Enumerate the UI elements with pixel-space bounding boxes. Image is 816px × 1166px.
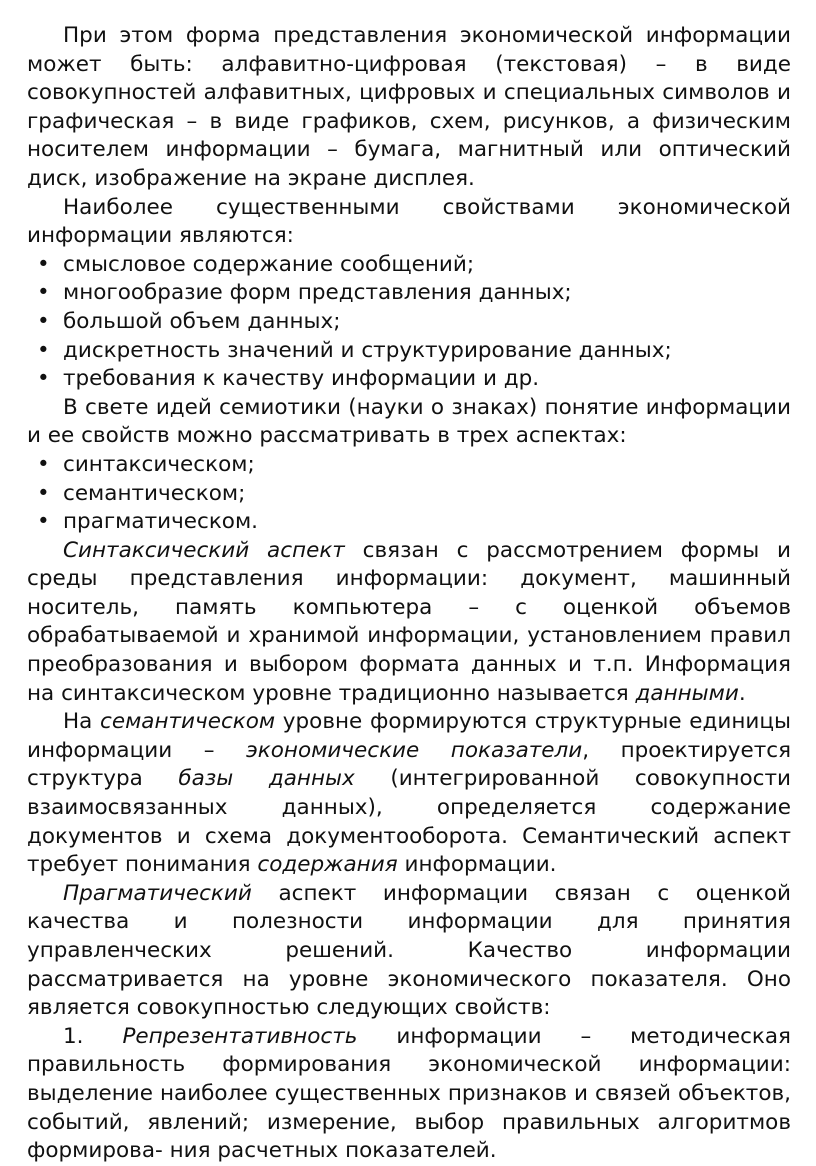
paragraph-form-of-information: При этом форма представления экономической информации может быть: алфавитно-цифровая (текстовая) – в виде совокупностей алфавитных, цифровых и специальных символов и графическая – в виде графиков, схем, рисунков, а физическим носителем информации – бумага, магнитный или оптический диск, изображение на экране дисплея. <box>27 23 791 191</box>
paragraph-representativeness <box>27 1023 791 1166</box>
text-span: аспект информации связан с оценкой качества и полезности информации для принятия управленческих решений. Качество информации рассматривается на уровне экономического показателя. Оно является совокупностью следующих свойств: <box>27 880 791 1021</box>
paragraph-syntactic-aspect <box>27 537 791 709</box>
list-item: • дискретность значений и структурирование данных; <box>27 337 791 366</box>
term-database: базы данных <box>178 766 355 792</box>
document-page <box>27 22 791 1166</box>
item-number: 1. <box>63 1023 123 1049</box>
text-span: информации. <box>397 852 557 878</box>
term-syntactic-aspect: Синтаксический аспект <box>63 537 345 563</box>
text-span: связан с рассмотрением формы и среды представления информации: документ, машинный носитель, память компьютера – с оценкой объемов обрабатываемой и хранимой информации, установлением правил преобразования и выбором формата данных и т.п. Информация на синтаксическом уровне традиционно называется <box>27 537 791 706</box>
text-span: информации – методическая правильность формирования экономической информации: выделение наиболее существенных признаков и связей объектов, событий, явлений; измерение, выбор правильных алгоритмов формирова- ния расчетных показателей. <box>27 1023 791 1164</box>
list-item: • прагматическом. <box>27 508 791 537</box>
term-pragmatic: Прагматический <box>63 880 252 906</box>
list-item: • смысловое содержание сообщений; <box>27 251 791 280</box>
paragraph-semantic-aspect <box>27 708 791 880</box>
text-span: . <box>738 680 746 706</box>
paragraph-properties-intro: Наиболее существенными свойствами экономической информации являются: <box>27 194 791 249</box>
properties-list <box>27 251 791 394</box>
text-span: (интегрированной совокупности взаимосвязанных данных), определяется содержание документов и схема документооборота. Семантический аспект требует понимания <box>27 766 791 878</box>
paragraph-pragmatic-aspect <box>27 880 791 1023</box>
text-span: , проектируется структура <box>27 737 792 792</box>
term-representativeness: Репрезентативность <box>122 1023 358 1049</box>
term-economic-indicators: экономические показатели <box>245 737 583 763</box>
list-item: • большой объем данных; <box>27 308 791 337</box>
paragraph-semiotics: В свете идей семиотики (науки о знаках) понятие информации и ее свойств можно рассматривать в трех аспектах: <box>27 394 791 449</box>
term-semantic: семантическом <box>100 709 276 735</box>
term-content: содержания <box>257 852 398 878</box>
list-item: • семантическом; <box>27 480 791 509</box>
aspects-list <box>27 451 791 537</box>
text-span: уровне формируются структурные единицы информации – <box>27 709 791 763</box>
list-item: • требования к качеству информации и др. <box>27 365 791 394</box>
list-item: • синтаксическом; <box>27 451 791 480</box>
list-item: • многообразие форм представления данных; <box>27 279 791 308</box>
text-span: На <box>63 709 101 735</box>
term-data: данными <box>635 680 739 706</box>
